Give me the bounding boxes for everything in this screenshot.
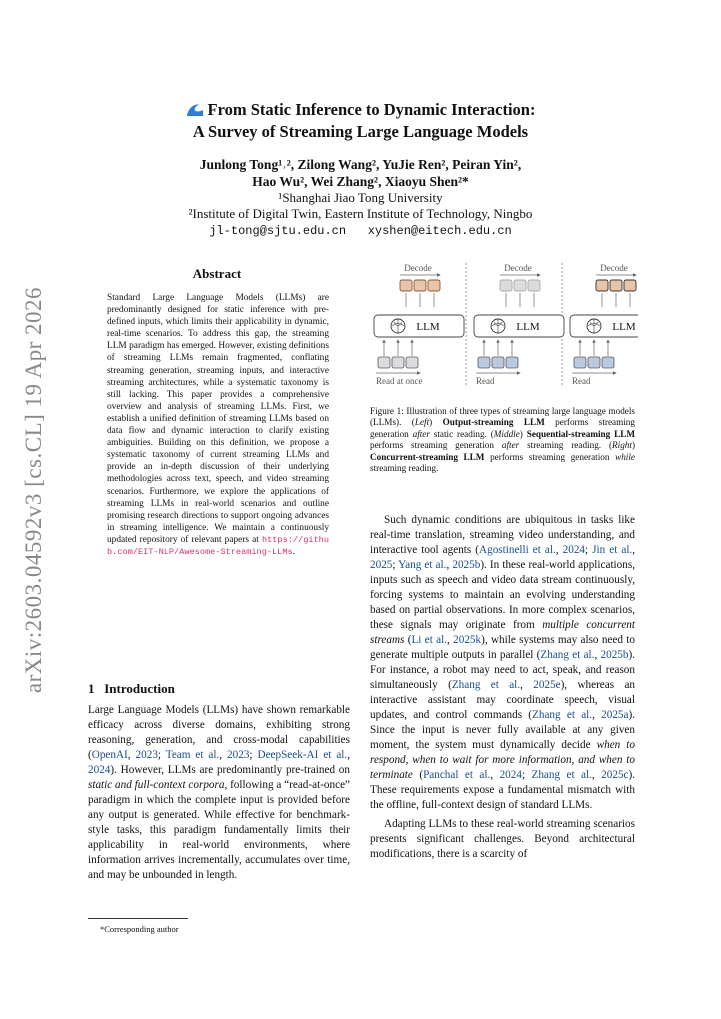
intro-paragraph-1: Large Language Models (LLMs) have shown remarkable efficacy across diverse domains, exhibiting strong reasoning, generation, and cross-modal capabilities (OpenAI, 2023; Team et al., 2023; DeepSeek-AI et al., 2024). However, LLMs are predominantly pre-trained on static and full-context corpora, following a “read-at-once” paradigm in which the complete input is provided before any output is generated. While effective for benchmark-style tasks, this paradigm fundamentally limits their applicability in real-world environments, where information arrives incrementally, accumulates over time, and may be unbounded in length. (88, 704, 351, 881)
footnote-corresponding: *Corresponding author (100, 924, 179, 934)
output-token (514, 280, 526, 291)
authors-line-1: Junlong Tong¹˒², Zilong Wang², YuJie Ren², Peiran Yin², (199, 157, 522, 172)
figure-panel-3 (570, 263, 638, 386)
output-token (610, 280, 622, 291)
input-token (378, 357, 390, 368)
llm-label: LLM (416, 321, 440, 333)
figure-1-caption: Figure 1: Illustration of three types of streaming large language models (LLMs). (Left) Output-streaming LLM performs streaming generation after static reading. (Middle) Sequential-streaming LLM performs streaming generation after streaming reading. (Right) Concurrent-streaming LLM performs streaming generation while streaming reading. (370, 406, 636, 474)
input-token (478, 357, 490, 368)
output-token (624, 280, 636, 291)
read-label: Read at once (376, 376, 423, 386)
output-token (596, 280, 608, 291)
decode-label: Decode (404, 263, 432, 273)
arxiv-stamp: arXiv:2603.04592v3 [cs.CL] 19 Apr 2026 (21, 286, 46, 694)
input-token (406, 357, 418, 368)
abstract-end: . (292, 546, 295, 557)
paper-title (0, 100, 721, 142)
wave-emoji-icon (186, 102, 204, 122)
repo-link[interactable]: https://github.com/EIT-NLP/Awesome-Streaming-LLMs (107, 534, 329, 557)
llm-label: LLM (612, 321, 636, 333)
llm-label: LLM (516, 321, 540, 333)
footnote-rule (88, 918, 188, 919)
read-label: Read (476, 376, 495, 386)
output-token (400, 280, 412, 291)
input-token (588, 357, 600, 368)
abstract-body (107, 292, 329, 558)
output-token (428, 280, 440, 291)
input-token (492, 357, 504, 368)
author-list (0, 156, 721, 190)
figure-1 (366, 261, 638, 389)
decode-label: Decode (600, 263, 628, 273)
input-token (602, 357, 614, 368)
output-token (528, 280, 540, 291)
abstract-text: Standard Large Language Models (LLMs) are predominantly designed for static inference with pre-defined inputs, which limits their applicability in dynamic, real-time scenarios. To address this gap, the streaming LLM paradigm has emerged. However, existing definitions of streaming LLMs remain fragmented, conflating streaming generation, streaming inputs, and interactive streaming architectures, while a systematic taxonomy is still lacking. This paper provides a comprehensive overview and analysis of streaming LLMs. First, we establish a unified definition of streaming LLMs based on data flow and dynamic interaction to clarify existing ambiguities. Building on this definition, we propose a systematic taxonomy of current streaming LLMs and provide an in-depth discussion of their underlying methodologies across text, speech, and video streaming scenarios. Furthermore, we explore the applications of streaming LLMs in real-world scenarios and outline promising research directions to support ongoing advances in streaming intelligence. We maintain a continuously updated repository of relevant papers at (107, 293, 329, 545)
intro-paragraph-3: Adapting LLMs to these real-world streaming scenarios presents significant challenges. Beyond architectural modifications, there is a scarcity of (370, 818, 635, 860)
output-token (500, 280, 512, 291)
intro-paragraph-2: Such dynamic conditions are ubiquitous in tasks like real-time translation, streaming video understanding, and interactive tool agents (Agostinelli et al., 2024; Jin et al., 2025; Yang et al., 2025b). In these real-world applications, inputs such as speech and video data stream continuously, forcing systems to maintain an evolving understanding based on partial observations. In more complex scenarios, these signals may originate from multiple concurrent streams (Li et al., 2025k), while systems may also need to generate multiple outputs in parallel (Zhang et al., 2025b). For instance, a robot may need to act, speak, and reason simultaneously (Zhang et al., 2025e), whereas an interactive assistant may coordinate speech, visual updates, and control commands (Zhang et al., 2025a). Since the input is never fully available at any given moment, the system must dynamically decide when to respond, when to wait for more information, and when to terminate (Panchal et al., 2024; Zhang et al., 2025c). These requirements expose a fundamental mismatch with the offline, full-context design of standard LLMs. (370, 514, 636, 811)
title-line-2: A Survey of Streaming Large Language Models (192, 122, 529, 141)
input-token (574, 357, 586, 368)
output-token (414, 280, 426, 291)
input-token (506, 357, 518, 368)
decode-label: Decode (504, 263, 532, 273)
figure-panel-2 (474, 263, 564, 386)
intro-right-column (370, 513, 635, 862)
affiliation-1: ¹Shanghai Jiao Tong University (278, 190, 443, 205)
abstract-heading: Abstract (192, 266, 242, 281)
figure-panel-1 (374, 263, 464, 386)
read-label: Read (572, 376, 591, 386)
section-heading-introduction: 1 Introduction (88, 681, 175, 696)
input-token (392, 357, 404, 368)
title-line-1: From Static Inference to Dynamic Interaction: (207, 100, 536, 119)
affiliation-2: ²Institute of Digital Twin, Eastern Institute of Technology, Ningbo (188, 206, 533, 221)
author-emails: jl-tong@sjtu.edu.cn xyshen@eitech.edu.cn (209, 224, 512, 238)
authors-line-2: Hao Wu², Wei Zhang², Xiaoyu Shen²* (252, 174, 469, 189)
